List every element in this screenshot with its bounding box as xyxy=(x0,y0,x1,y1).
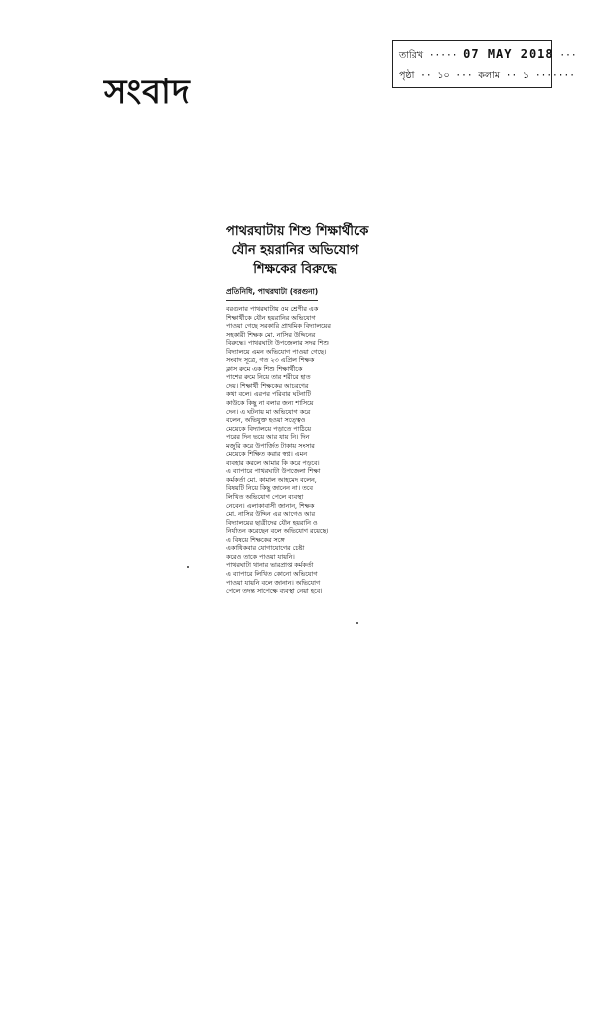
stamp-page-value: ১০ xyxy=(437,70,450,81)
article-body-line: পাশের রুমে নিয়ে তার শরীরে হাত xyxy=(226,373,311,382)
article-body-line: ব্যবহার করলে আমার কি করে পড়বে। xyxy=(226,458,320,467)
news-clipping xyxy=(226,222,369,596)
article-body-line: বিষয়টি নিয়ে কিছু জানেন না। তবে xyxy=(226,484,313,493)
article-body-line: কাউকে কিছু না বলার জন্য শাসিয়ে xyxy=(226,399,314,408)
article-body-line: শিক্ষার্থীকে যৌন হয়রানির অভিযোগ xyxy=(226,313,316,322)
article-body-line: পাথরঘাটা থানার ভারপ্রাপ্ত কর্মকর্তা xyxy=(226,561,314,570)
article-body-line: বরগুনার পাথরঘাটায় ৫ম শ্রেণীর এক xyxy=(226,305,319,313)
article-body-line: দেয়। শিক্ষার্থী শিক্ষকের আচরণের xyxy=(226,381,309,390)
stamp-column-label: কলাম xyxy=(478,70,501,81)
headline-line-2: যৌন হয়রানির অভিযোগ xyxy=(231,243,359,258)
article-body-line: বিদ্যালয়ে এমন অভিযোগ পাওয়া গেছে। xyxy=(226,347,327,356)
scan-speck xyxy=(356,622,358,624)
article-body-line: দেন। এ ঘটনায় মা অভিযোগ করে xyxy=(226,407,311,416)
stamp-column-value: ১ xyxy=(522,70,530,81)
article-body-line: বলেন, অভিযুক্ত হওয়া সত্ত্বেও xyxy=(226,416,306,425)
archive-stamp xyxy=(392,40,577,88)
article-body-line: কর্মকর্তা মো. কামাল আহমেদ বলেন, xyxy=(226,475,317,484)
article-body-line: পাওয়া যায়নি বলে জানান। অভিযোগ xyxy=(226,578,321,587)
stamp-date-label: তারিখ xyxy=(399,50,424,61)
article-body-line: একাধিকবার যোগাযোগের চেষ্টা xyxy=(226,544,305,553)
article-body-line: বিরুদ্ধে। পাথরঘাটা উপজেলার সদর শিশু xyxy=(226,339,329,348)
article-body xyxy=(226,305,364,596)
article-body-line: করেও তাকে পাওয়া যায়নি। xyxy=(226,552,295,561)
article-body-line: এ ব্যাপারে লিখিত কোনো অভিযোগ xyxy=(226,569,318,578)
article-body-line: সংবাদ সূত্রে, গত ২৩ এপ্রিল শিক্ষক xyxy=(226,356,315,365)
article-body-line: মেয়েকে শিক্ষিত করার স্বপ্ন। এমন xyxy=(226,450,308,459)
stamp-date-row: তারিখ ····· 07 MAY 2018 ··· xyxy=(399,47,577,61)
newspaper-masthead: সংবাদ xyxy=(104,72,191,112)
article-body-line: নির্যাতন করেছেন বলে অভিযোগ রয়েছে। xyxy=(226,527,329,536)
headline-line-1: পাথরঘাটায় শিশু শিক্ষার্থীকে xyxy=(226,224,369,239)
stamp-page-row: পৃষ্ঠা ·· ১০ ··· কলাম ·· ১ ······· xyxy=(399,70,575,81)
article-body-line: মো. নাসির উদ্দিন এর আগেও আর xyxy=(226,510,316,519)
stamp-date-value: 07 MAY 2018 xyxy=(463,47,554,61)
article-body-line: কথা বলে। এরপর পরিবার ঘটনাটি xyxy=(226,390,312,399)
article-body-line: এ বিষয়ে শিক্ষকের সঙ্গে xyxy=(226,535,285,544)
article-body-line: পরের দিন ভয়ে আর যায় নি। দিন xyxy=(226,433,310,442)
article-body-line: পাওয়া গেছে সরকারি প্রাথমিক বিদ্যালয়ের xyxy=(226,322,331,331)
article-body-line: মেয়েকে বিদ্যালয়ে পড়াতে পাঠিয়ে xyxy=(226,424,312,433)
article-body-line: সহকারী শিক্ষক মো. নাসির উদ্দিনের xyxy=(226,330,316,339)
article-body-line: বিদ্যালয়ের ছাত্রীদের যৌন হয়রানি ও xyxy=(226,518,318,527)
article-byline: প্রতিনিধি, পাথরঘাটা (বরগুনা) xyxy=(226,287,318,301)
article-body-line: ক্লাস রুমে এক শিশু শিক্ষার্থীকে xyxy=(226,364,303,373)
article-body-line: মজুরি করে উপার্জিত টাকায় সংসার xyxy=(226,441,315,450)
article-body-line: পেলে তদন্ত সাপেক্ষে ব্যবস্থা নেয়া হবে। xyxy=(226,587,323,596)
article-body-line: এ ব্যাপারে পাথরঘাটা উপজেলা শিক্ষা xyxy=(226,467,321,476)
stamp-page-label: পৃষ্ঠা xyxy=(399,70,415,81)
article-body-line: নেবেন। এলাকাবাসী জানান, শিক্ষক xyxy=(226,501,315,510)
article-body-line: লিখিত অভিযোগ পেলে ব্যবস্থা xyxy=(226,493,304,502)
scan-speck xyxy=(187,566,189,568)
article-headline xyxy=(226,222,369,279)
headline-line-3: শিক্ষকের বিরুদ্ধে xyxy=(253,262,337,277)
